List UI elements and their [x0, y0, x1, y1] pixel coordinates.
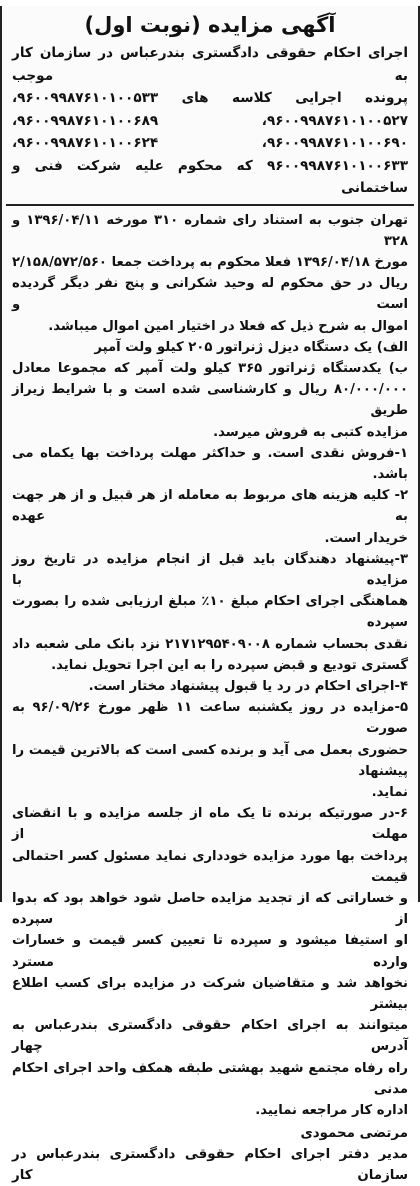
- body-line: میتوانند به اجرای احکام حقوقی دادگستری بندرعباس به آدرس چهار: [12, 1015, 408, 1057]
- body-line: مزایده کتبی به فروش میرسد.: [12, 422, 408, 443]
- intro-line: پرونده اجرایی کلاسه های ۹۶۰۰۹۹۸۷۶۱۰۱۰۰۵۳۳،: [12, 87, 408, 110]
- notice-header: [6, 6, 414, 206]
- notice-body: [2, 206, 418, 1186]
- condition-5-line: ۵-مزایده در روز یکشنبه ساعت ۱۱ ظهر مورخ ۹۶/۰۹/۲۶ به صورت: [12, 697, 408, 739]
- signer-name: مرتضی محمودی: [12, 1123, 408, 1144]
- body-line: حضوری بعمل می آید و برنده کسی است که بالاترین قیمت را پیشنهاد: [12, 740, 408, 782]
- intro-line: ۹۶۰۰۹۹۸۷۶۱۰۱۰۰۵۲۷، ۹۶۰۰۹۹۸۷۶۱۰۱۰۰۶۸۹،: [12, 110, 408, 133]
- body-line: هماهنگی اجرای احکام مبلغ ۱۰٪ مبلغ ارزیابی شده را بصورت سپرده: [12, 591, 408, 633]
- signature-block: [12, 1123, 408, 1186]
- condition-1-line: ۱-فروش نقدی است. و حداکثر مهلت پرداخت بها یکماه می باشد.: [12, 443, 408, 485]
- body-line: اداره کار مراجعه نمایید.: [12, 1100, 408, 1121]
- body-line: راه رفاه مجتمع شهید بهشتی طبقه همکف واحد اجرای احکام مدنی: [12, 1058, 408, 1100]
- body-line: مورخ ۱۳۹۶/۰۴/۱۸ فعلا محکوم به پرداخت جمعا ۲/۱۵۸/۵۷۲/۵۶۰: [12, 252, 408, 273]
- body-line: پرداخت بها مورد مزایده خودداری نماید مسئول کسر احتمالی قیمت: [12, 846, 408, 888]
- body-line: او استیفا میشود و سپرده تا تعیین کسر قیمت و خسارات وارده مسترد: [12, 930, 408, 972]
- condition-2-line: ۲- کلیه هزینه های مربوط به معامله از هر قبیل و از هر جهت به عهده: [12, 485, 408, 527]
- body-line: ۸۰/۰۰۰/۰۰۰ ریال و کارشناسی شده است و با شرایط زیراز طریق: [12, 379, 408, 421]
- signer-title: مدیر دفتر اجرای احکام حقوقی دادگستری بندرعباس در سازمان کار: [12, 1144, 408, 1186]
- body-line: گستری تودیع و قبض سپرده را به این اجرا تحویل نماید.: [12, 655, 408, 676]
- item-b-line: ب) یکدستگاه ژنراتور ۳۶۵ کیلو ولت آمپر که مجموعا معادل: [12, 358, 408, 379]
- body-line: تهران جنوب به استناد رای شماره ۳۱۰ مورخه ۱۳۹۶/۰۴/۱۱ و ۳۲۸: [12, 210, 408, 252]
- body-line: نخواهد شد و متقاضیان شرکت در مزایده برای کسب اطلاع بیشتر: [12, 973, 408, 1015]
- item-a-line: الف) یک دستگاه دیزل ژنراتور ۲۰۵ کیلو ولت آمپر: [12, 337, 408, 358]
- intro-line: ۹۶۰۰۹۹۸۷۶۱۰۱۰۰۶۹۰، ۹۶۰۰۹۹۸۷۶۱۰۱۰۰۶۲۴،: [12, 132, 408, 155]
- intro-line: اجرای احکام حقوقی دادگستری بندرعباس در سازمان کار به موجب: [12, 42, 408, 87]
- body-line: نماید.: [12, 782, 408, 803]
- notice-text: [12, 210, 408, 1122]
- body-line: ریال در حق محکوم له وحید شکرانی و پنج نفر دیگر گردیده است و: [12, 273, 408, 315]
- notice-title: آگهی مزایده (نوبت اول): [12, 10, 408, 40]
- condition-6-line: ۶-در صورتیکه برنده تا یک ماه از جلسه مزایده و با انقضای مهلت از: [12, 803, 408, 845]
- body-line: اموال به شرح ذیل که فعلا در اختیار امین اموال میباشد.: [12, 316, 408, 337]
- condition-4-line: ۴-اجرای احکام در رد یا قبول پیشنهاد مختار است.: [12, 676, 408, 697]
- body-line: خریدار است.: [12, 528, 408, 549]
- intro-line: ۹۶۰۰۹۹۸۷۶۱۰۱۰۰۶۳۳ که محکوم علیه شرکت فنی و ساختمانی: [12, 155, 408, 200]
- body-line: نقدی بحساب شماره ۲۱۷۱۲۹۵۴۰۹۰۰۸ نزد بانک ملی شعبه داد: [12, 634, 408, 655]
- condition-3-line: ۳-پیشنهاد دهندگان باید قبل از انجام مزایده در تاریخ روز مزایده با: [12, 549, 408, 591]
- notice-clipping: [0, 6, 420, 902]
- body-line: و خساراتی که از تجدید مزایده حاصل شود خواهد بود که بدوا از سپرده: [12, 888, 408, 930]
- notice-intro: [12, 42, 408, 200]
